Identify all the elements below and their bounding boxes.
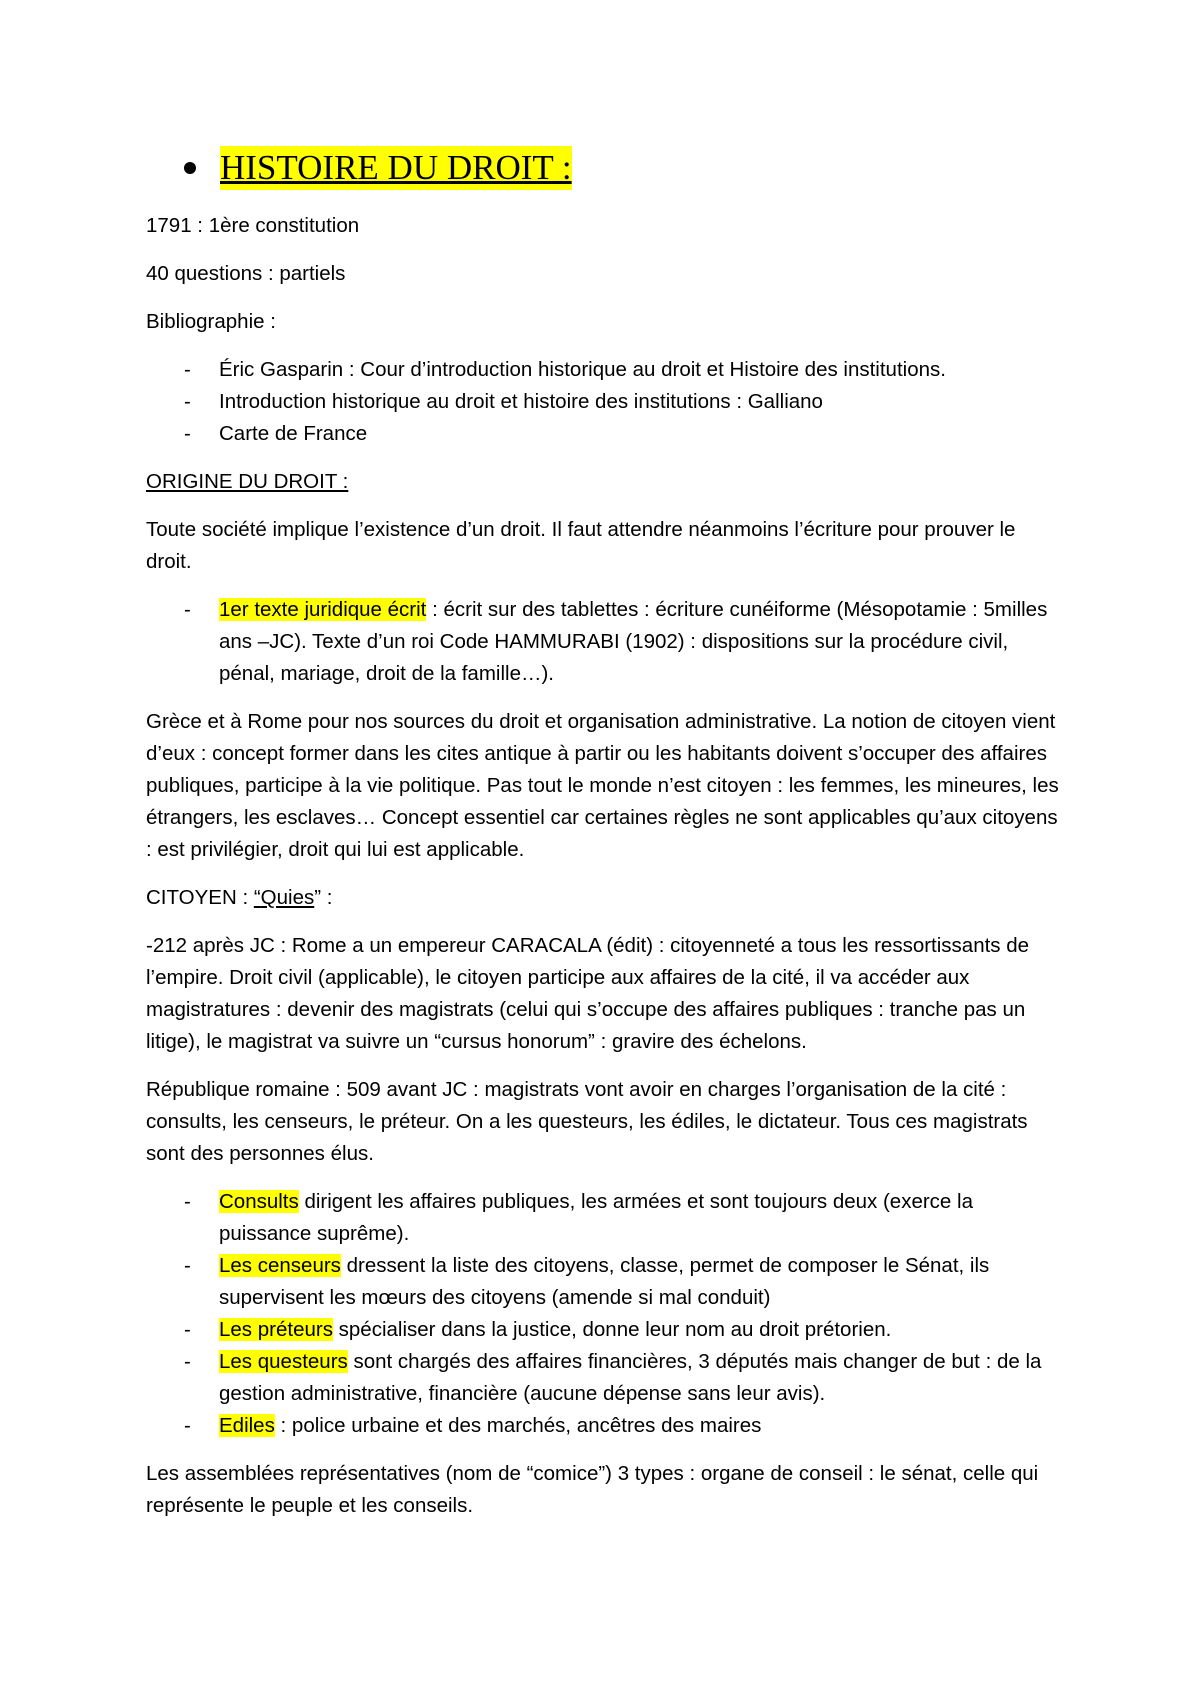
list-item bbox=[146, 418, 1066, 450]
highlighted-term: Ediles bbox=[219, 1414, 275, 1437]
item-text: sont chargés des affaires financières, 3 députés mais changer de but : de la gestion administrative, financière (aucune dépense sans leur avis). bbox=[219, 1350, 1042, 1405]
document-heading: HISTOIRE DU DROIT : bbox=[220, 146, 572, 190]
heading-line bbox=[146, 146, 1066, 190]
dash-icon: - bbox=[184, 1190, 191, 1213]
highlighted-term: Les questeurs bbox=[219, 1350, 348, 1373]
list-item bbox=[146, 594, 1066, 690]
list-item bbox=[146, 1314, 1066, 1346]
bibliography-item: Éric Gasparin : Cour d’introduction historique au droit et Histoire des institutions. bbox=[219, 358, 946, 381]
list-item bbox=[146, 386, 1066, 418]
list-item bbox=[146, 1346, 1066, 1410]
caracala-paragraph: -212 après JC : Rome a un empereur CARACALA (édit) : citoyenneté a tous les ressortissants de l’empire. Droit civil (applicable), le citoyen participe aux affaires de la cité, il va accéder aux magistratures : devenir des magistrats (celui qui s’occupe des affaires publiques : tranche pas un litige), le magistrat va suivre un “cursus honorum” : gravire des échelons. bbox=[146, 934, 1030, 1053]
dash-icon: - bbox=[184, 598, 191, 621]
line-questions: 40 questions : partiels bbox=[146, 262, 346, 285]
citoyen-word: Quies bbox=[260, 886, 315, 909]
list-item bbox=[146, 1250, 1066, 1314]
item-text: : police urbaine et des marchés, ancêtres des maires bbox=[274, 1414, 762, 1437]
list-item bbox=[146, 1186, 1066, 1250]
bullet-icon bbox=[184, 162, 196, 174]
assemblees-paragraph: Les assemblées représentatives (nom de “comice”) 3 types : organe de conseil : le sénat, celle qui représente le peuple et les conseils. bbox=[146, 1462, 1039, 1517]
citoyen-prefix: CITOYEN : bbox=[146, 886, 254, 909]
item-text: dirigent les affaires publiques, les armées et sont toujours deux (exerce la puissance suprême). bbox=[219, 1190, 973, 1245]
citoyen-suffix: ” : bbox=[314, 886, 333, 909]
republique-paragraph: République romaine : 509 avant JC : magistrats vont avoir en charges l’organisation de la cité : consults, les censeurs, le préteur. On a les questeurs, les édiles, le dictateur. Tous ces magistrats sont des personnes élus. bbox=[146, 1078, 1028, 1165]
citoyen-line bbox=[146, 882, 1066, 914]
list-item bbox=[146, 354, 1066, 386]
dash-icon: - bbox=[184, 1350, 191, 1373]
bibliography-label: Bibliographie : bbox=[146, 310, 276, 333]
highlighted-term: Les préteurs bbox=[219, 1318, 333, 1341]
item-text: dressent la liste des citoyens, classe, permet de composer le Sénat, ils supervisent les mœurs des citoyens (amende si mal conduit) bbox=[219, 1254, 990, 1309]
dash-icon: - bbox=[184, 422, 191, 445]
bibliography-item: Introduction historique au droit et histoire des institutions : Galliano bbox=[219, 390, 823, 413]
highlighted-term: Les censeurs bbox=[219, 1254, 341, 1277]
magistrats-list bbox=[146, 1186, 1066, 1442]
item-text: spécialiser dans la justice, donne leur nom au droit prétorien. bbox=[332, 1318, 892, 1341]
dash-icon: - bbox=[184, 358, 191, 381]
origine-title: ORIGINE DU DROIT : bbox=[146, 470, 349, 493]
list-item bbox=[146, 1410, 1066, 1442]
dash-icon: - bbox=[184, 390, 191, 413]
section-title-origine bbox=[146, 466, 1066, 498]
origine-paragraph: Toute société implique l’existence d’un droit. Il faut attendre néanmoins l’écriture pour prouver le droit. bbox=[146, 518, 1016, 573]
dash-icon: - bbox=[184, 1414, 191, 1437]
document-body bbox=[146, 146, 1066, 1538]
bibliography-item: Carte de France bbox=[219, 422, 368, 445]
highlighted-term: 1er texte juridique écrit bbox=[219, 598, 427, 621]
dash-icon: - bbox=[184, 1254, 191, 1277]
item-text: : écrit sur des tablettes : écriture cunéiforme (Mésopotamie : 5milles ans –JC). Texte d’un roi Code HAMMURABI (1902) : dispositions sur la procédure civil, pénal, mariage, droit de la famille…). bbox=[219, 598, 1048, 685]
dash-icon: - bbox=[184, 1318, 191, 1341]
bibliography-list bbox=[146, 354, 1066, 450]
highlighted-term: Consults bbox=[219, 1190, 299, 1213]
texte-list bbox=[146, 594, 1066, 690]
line-constitution: 1791 : 1ère constitution bbox=[146, 214, 360, 237]
citoyen-quote-open: “ bbox=[253, 886, 261, 909]
grece-paragraph: Grèce et à Rome pour nos sources du droit et organisation administrative. La notion de citoyen vient d’eux : concept former dans les cites antique à partir ou les habitants doivent s’occuper des affaires publiques, participe à la vie politique. Pas tout le monde n’est citoyen : les femmes, les mineures, les étrangers, les esclaves… Concept essentiel car certaines règles ne sont applicables qu’aux citoyens : est privilégier, droit qui lui est applicable. bbox=[146, 710, 1059, 861]
